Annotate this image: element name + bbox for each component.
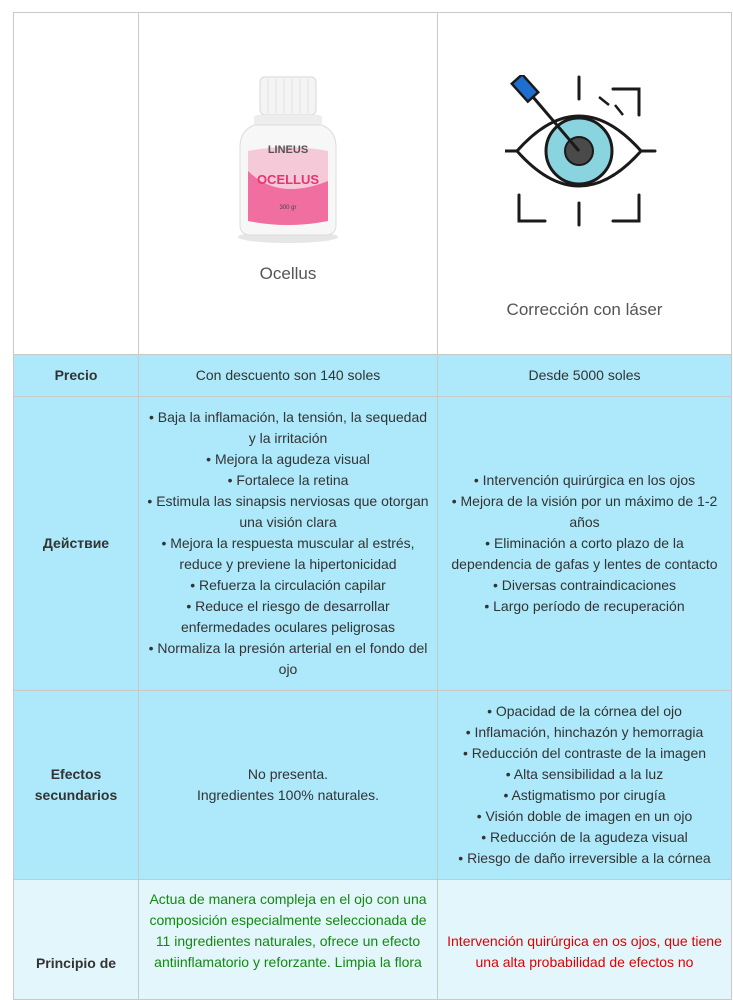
list-item: • Mejora de la visión por un máximo de 1-2 años <box>451 493 718 530</box>
comparison-table-wrapper <box>13 12 731 1000</box>
list-item: • Visión doble de imagen en un ojo <box>476 808 693 824</box>
list-item: Ingredientes 100% naturales. <box>196 787 380 803</box>
list-item: • Riesgo de daño irreversible a la córnea <box>458 850 711 866</box>
list-item: • Alta sensibilidad a la luz <box>505 766 664 782</box>
side-effects-ocellus <box>139 691 438 880</box>
side-effects-laser <box>438 691 732 880</box>
row-side-effects <box>14 691 732 880</box>
product-cell-ocellus <box>139 13 438 355</box>
empty-corner-cell <box>14 13 139 355</box>
row-label-action: Действие <box>14 397 139 691</box>
list-item: • Opacidad de la córnea del ojo <box>487 703 682 719</box>
row-action <box>14 397 732 691</box>
list-item: • Diversas contraindicaciones <box>492 577 677 593</box>
laser-eye-icon <box>505 75 665 235</box>
list-item: • Inflamación, hinchazón y hemorragia <box>465 724 704 740</box>
table-header-row <box>14 13 732 355</box>
comparison-table <box>13 12 732 1000</box>
list-item: • Baja la inflamación, la tensión, la sequedad y la irritación <box>148 409 428 446</box>
list-item: • Estimula las sinapsis nerviosas que otorgan una visión clara <box>147 493 429 530</box>
list-item: • Refuerza la circulación capilar <box>190 577 386 593</box>
row-price <box>14 355 732 397</box>
price-laser: Desde 5000 soles <box>438 355 732 397</box>
list-item: • Mejora la agudeza visual <box>206 451 370 467</box>
principle-ocellus: Actua de manera compleja en el ojo con una composición especialmente seleccionada de 11 ingredientes naturales, ofrece un efecto antiinflamatorio y reforzante. Limpia la flora <box>139 880 438 1000</box>
product-name-laser: Corrección con láser <box>506 300 663 319</box>
principle-laser: Intervención quirúrgica en os ojos, que tiene una alta probabilidad de efectos no <box>438 880 732 1000</box>
action-laser <box>438 397 732 691</box>
list-item: • Intervención quirúrgica en los ojos <box>473 472 696 488</box>
row-principle <box>14 880 732 1000</box>
list-item: • Reducción del contraste de la imagen <box>462 745 707 761</box>
action-ocellus <box>139 397 438 691</box>
list-item: • Fortalece la retina <box>227 472 349 488</box>
list-item: • Eliminación a corto plazo de la dependencia de gafas y lentes de contacto <box>451 535 718 572</box>
row-label-price: Precio <box>14 355 139 397</box>
list-item: • Reducción de la agudeza visual <box>481 829 688 845</box>
row-label-side-effects: Efectos secundarios <box>14 691 139 880</box>
product-name-ocellus: Ocellus <box>259 264 317 283</box>
list-item: • Reduce el riesgo de desarrollar enfermedades oculares peligrosas <box>180 598 395 635</box>
list-item: No presenta. <box>247 766 329 782</box>
pill-bottle-icon <box>218 71 358 251</box>
bottle-sub: 300 gr <box>279 205 297 211</box>
list-item: • Mejora la respuesta muscular al estrés, reduce y previene la hipertonicidad <box>161 535 415 572</box>
product-cell-laser <box>438 13 732 355</box>
row-label-principle: Principio de <box>14 880 139 1000</box>
list-item: • Normaliza la presión arterial en el fondo del ojo <box>148 640 428 677</box>
bottle-label: OCELLUS <box>256 172 320 187</box>
bottle-brand: LINEUS <box>267 144 309 156</box>
list-item: • Astigmatismo por cirugía <box>503 787 666 803</box>
list-item: • Largo período de recuperación <box>484 598 685 614</box>
price-ocellus: Con descuento son 140 soles <box>139 355 438 397</box>
